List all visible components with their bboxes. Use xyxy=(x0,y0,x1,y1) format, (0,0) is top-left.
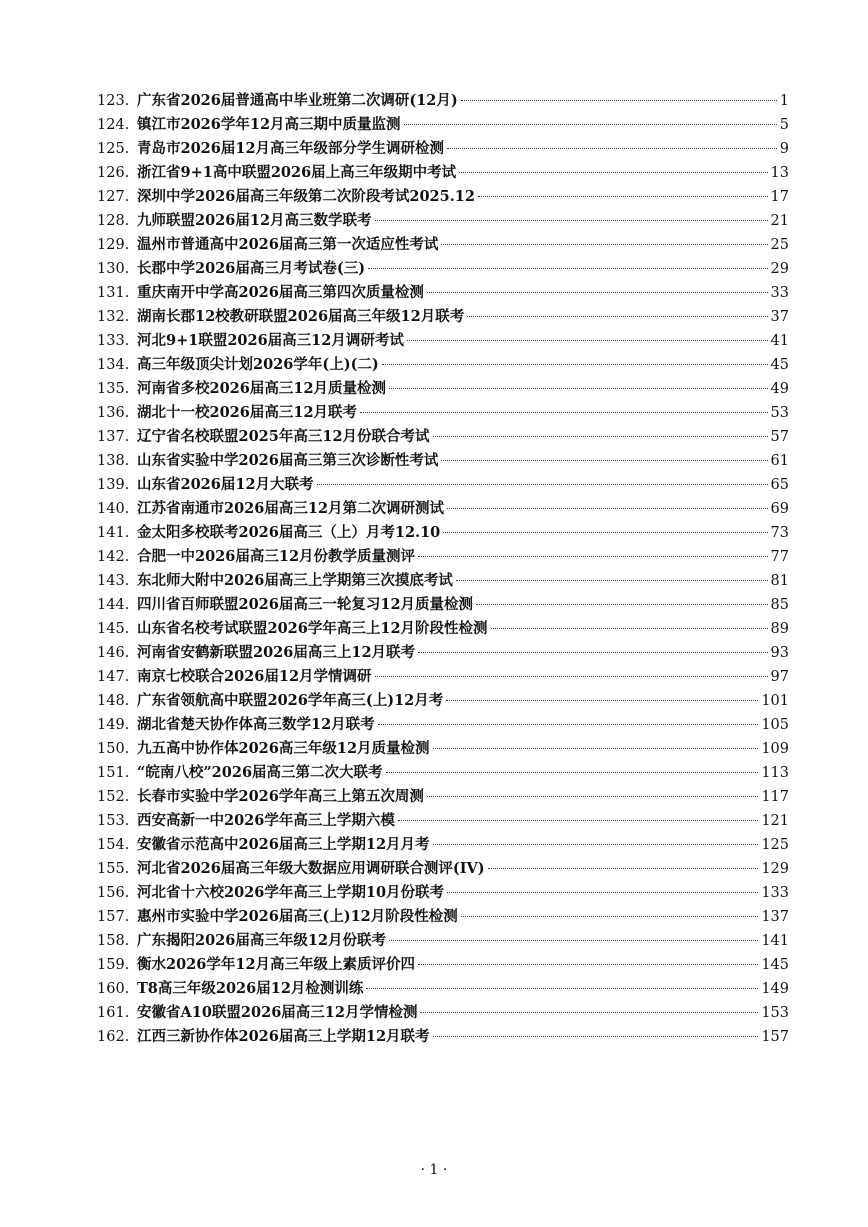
toc-dot-leader xyxy=(433,747,759,749)
toc-entry[interactable] xyxy=(97,641,789,665)
toc-entry-title: 九五高中协作体2026高三年级12月质量检测 xyxy=(137,740,430,757)
toc-entry[interactable] xyxy=(97,569,789,593)
toc-entry-number: 148. xyxy=(97,693,130,709)
toc-entry-page: 109 xyxy=(761,741,789,757)
toc-entry-number: 161. xyxy=(97,1005,130,1021)
toc-entry-page: 113 xyxy=(761,765,789,781)
toc-dot-leader xyxy=(418,963,758,965)
toc-entry-number: 135. xyxy=(97,381,130,397)
toc-dot-leader xyxy=(447,507,768,509)
toc-entry-title: 九师联盟2026届12月高三数学联考 xyxy=(137,212,372,229)
toc-entry-number: 162. xyxy=(97,1029,130,1045)
toc-dot-leader xyxy=(478,195,768,197)
toc-entry-page: 1 xyxy=(779,93,789,109)
toc-entry-page: 29 xyxy=(770,261,789,277)
toc-entry-number: 141. xyxy=(97,525,130,541)
toc-dot-leader xyxy=(375,219,768,221)
toc-dot-leader xyxy=(443,531,767,533)
toc-entry-title: 河北9+1联盟2026届高三12月调研考试 xyxy=(137,332,404,349)
toc-dot-leader xyxy=(461,915,759,917)
toc-entry-title: 江西三新协作体2026届高三上学期12月联考 xyxy=(137,1028,430,1045)
toc-entry-number: 160. xyxy=(97,981,130,997)
toc-dot-leader xyxy=(433,435,768,437)
toc-entry-title: T8高三年级2026届12月检测训练 xyxy=(137,980,364,997)
toc-dot-leader xyxy=(398,819,758,821)
toc-dot-leader xyxy=(459,171,767,173)
toc-entry[interactable] xyxy=(97,1025,789,1049)
toc-entry-title: 长郡中学2026届高三月考试卷(三) xyxy=(137,260,366,277)
toc-entry-number: 131. xyxy=(97,285,130,301)
toc-dot-leader xyxy=(404,123,777,125)
toc-dot-leader xyxy=(389,939,758,941)
toc-entry-page: 89 xyxy=(770,621,789,637)
toc-entry[interactable] xyxy=(97,833,789,857)
toc-entry-title: 山东省实验中学2026届高三第三次诊断性考试 xyxy=(137,452,439,469)
toc-entry-title: 南京七校联合2026届12月学情调研 xyxy=(137,668,372,685)
toc-entry-title: 安徽省A10联盟2026届高三12月学情检测 xyxy=(137,1004,418,1021)
toc-entry-page: 57 xyxy=(770,429,789,445)
toc-dot-leader xyxy=(441,243,767,245)
toc-dot-leader xyxy=(366,987,758,989)
toc-entry[interactable] xyxy=(97,281,789,305)
toc-entry-page: 53 xyxy=(770,405,789,421)
toc-entry[interactable] xyxy=(97,545,789,569)
toc-entry[interactable] xyxy=(97,857,789,881)
toc-entry[interactable] xyxy=(97,497,789,521)
toc-entry-number: 132. xyxy=(97,309,130,325)
toc-entry-number: 151. xyxy=(97,765,130,781)
toc-entry-number: 159. xyxy=(97,957,130,973)
toc-dot-leader xyxy=(386,771,759,773)
toc-entry-page: 153 xyxy=(761,1005,789,1021)
toc-entry-page: 141 xyxy=(761,933,789,949)
toc-dot-leader xyxy=(418,651,768,653)
toc-entry-title: 河北省十六校2026学年高三上学期10月份联考 xyxy=(137,884,445,901)
toc-entry-title: 湖南长郡12校教研联盟2026届高三年级12月联考 xyxy=(137,308,465,325)
toc-entry-page: 81 xyxy=(770,573,789,589)
toc-entry-title: 青岛市2026届12月高三年级部分学生调研检测 xyxy=(137,140,445,157)
toc-entry-title: 东北师大附中2026届高三上学期第三次摸底考试 xyxy=(137,572,453,589)
toc-entry-title: 江苏省南通市2026届高三12月第二次调研测试 xyxy=(137,500,445,517)
toc-entry-number: 127. xyxy=(97,189,130,205)
toc-entry-number: 136. xyxy=(97,405,130,421)
toc-entry-number: 143. xyxy=(97,573,130,589)
toc-entry[interactable] xyxy=(97,473,789,497)
toc-entry[interactable] xyxy=(97,593,789,617)
toc-entry[interactable] xyxy=(97,137,789,161)
toc-entry-title: 河南省多校2026届高三12月质量检测 xyxy=(137,380,387,397)
toc-entry-number: 138. xyxy=(97,453,130,469)
toc-entry-number: 142. xyxy=(97,549,130,565)
toc-entry-number: 157. xyxy=(97,909,130,925)
toc-entry-number: 128. xyxy=(97,213,130,229)
toc-entry-page: 41 xyxy=(770,333,789,349)
toc-entry-number: 154. xyxy=(97,837,130,853)
toc-entry[interactable] xyxy=(97,905,789,929)
toc-entry-title: 深圳中学2026届高三年级第二次阶段考试2025.12 xyxy=(137,188,475,205)
toc-entry-title: 高三年级顶尖计划2026学年(上)(二) xyxy=(137,356,379,373)
toc-entry-title: 重庆南开中学高2026届高三第四次质量检测 xyxy=(137,284,424,301)
toc-entry[interactable] xyxy=(97,185,789,209)
toc-dot-leader xyxy=(317,483,768,485)
toc-entry-page: 93 xyxy=(770,645,789,661)
toc-entry[interactable] xyxy=(97,89,789,113)
toc-dot-leader xyxy=(427,795,758,797)
toc-entry[interactable] xyxy=(97,161,789,185)
toc-dot-leader xyxy=(375,675,768,677)
toc-entry-title: 湖北省楚天协作体高三数学12月联考 xyxy=(137,716,375,733)
toc-dot-leader xyxy=(418,555,768,557)
toc-entry-page: 101 xyxy=(761,693,789,709)
toc-entry-page: 117 xyxy=(761,789,789,805)
toc-entry-page: 69 xyxy=(770,501,789,517)
toc-entry-page: 125 xyxy=(761,837,789,853)
toc-entry-title: 河北省2026届高三年级大数据应用调研联合测评(IV) xyxy=(137,860,485,877)
toc-entry-number: 150. xyxy=(97,741,130,757)
toc-entry[interactable] xyxy=(97,881,789,905)
toc-entry-number: 144. xyxy=(97,597,130,613)
toc-dot-leader xyxy=(368,267,767,269)
toc-entry[interactable] xyxy=(97,209,789,233)
toc-entry-page: 13 xyxy=(770,165,789,181)
toc-entry-number: 124. xyxy=(97,117,130,133)
toc-entry[interactable] xyxy=(97,449,789,473)
toc-entry-number: 156. xyxy=(97,885,130,901)
toc-dot-leader xyxy=(433,1035,759,1037)
toc-entry-title: 镇江市2026学年12月高三期中质量监测 xyxy=(137,116,401,133)
toc-dot-leader xyxy=(467,315,767,317)
toc-entry-title: 四川省百师联盟2026届高三一轮复习12月质量检测 xyxy=(137,596,474,613)
toc-entry[interactable] xyxy=(97,929,789,953)
toc-entry[interactable] xyxy=(97,713,789,737)
toc-dot-leader xyxy=(441,459,767,461)
toc-entry-page: 129 xyxy=(761,861,789,877)
toc-dot-leader xyxy=(491,627,768,629)
toc-entry-page: 85 xyxy=(770,597,789,613)
toc-entry-title: 山东省2026届12月大联考 xyxy=(137,476,314,493)
toc-entry-title: 山东省名校考试联盟2026学年高三上12月阶段性检测 xyxy=(137,620,488,637)
toc-entry-title: 衡水2026学年12月高三年级上素质评价四 xyxy=(137,956,416,973)
toc-entry-page: 73 xyxy=(770,525,789,541)
page-number-footer: · 1 · xyxy=(420,1162,448,1178)
toc-dot-leader xyxy=(427,291,768,293)
toc-entry[interactable] xyxy=(97,377,789,401)
toc-entry-page: 37 xyxy=(770,309,789,325)
toc-entry[interactable] xyxy=(97,233,789,257)
toc-entry[interactable] xyxy=(97,977,789,1001)
toc-entry-number: 153. xyxy=(97,813,130,829)
toc-entry-title: 广东揭阳2026届高三年级12月份联考 xyxy=(137,932,387,949)
toc-dot-leader xyxy=(407,339,768,341)
toc-entry-number: 146. xyxy=(97,645,130,661)
toc-entry-page: 133 xyxy=(761,885,789,901)
toc-entry-page: 149 xyxy=(761,981,789,997)
toc-entry[interactable] xyxy=(97,113,789,137)
table-of-contents xyxy=(97,89,789,1049)
toc-entry[interactable] xyxy=(97,809,789,833)
toc-entry-title: “皖南八校”2026届高三第二次大联考 xyxy=(137,764,383,781)
toc-entry-number: 145. xyxy=(97,621,130,637)
toc-dot-leader xyxy=(446,699,758,701)
toc-entry-title: 安徽省示范高中2026届高三上学期12月月考 xyxy=(137,836,430,853)
toc-entry[interactable] xyxy=(97,689,789,713)
toc-entry[interactable] xyxy=(97,521,789,545)
toc-entry[interactable] xyxy=(97,785,789,809)
toc-entry[interactable] xyxy=(97,329,789,353)
toc-entry-number: 149. xyxy=(97,717,130,733)
toc-dot-leader xyxy=(476,603,768,605)
toc-entry[interactable] xyxy=(97,953,789,977)
toc-entry[interactable] xyxy=(97,401,789,425)
toc-entry-page: 5 xyxy=(779,117,789,133)
toc-entry-page: 9 xyxy=(779,141,789,157)
toc-entry-title: 长春市实验中学2026学年高三上第五次周测 xyxy=(137,788,424,805)
toc-dot-leader xyxy=(488,867,759,869)
toc-entry-number: 123. xyxy=(97,93,130,109)
toc-entry-page: 21 xyxy=(770,213,789,229)
toc-entry[interactable] xyxy=(97,665,789,689)
toc-entry-page: 33 xyxy=(770,285,789,301)
toc-entry-page: 137 xyxy=(761,909,789,925)
toc-entry-number: 152. xyxy=(97,789,130,805)
toc-entry-page: 77 xyxy=(770,549,789,565)
toc-entry-number: 133. xyxy=(97,333,130,349)
toc-entry-page: 65 xyxy=(770,477,789,493)
toc-entry[interactable] xyxy=(97,737,789,761)
toc-entry-number: 137. xyxy=(97,429,130,445)
toc-entry[interactable] xyxy=(97,617,789,641)
toc-entry-title: 河南省安鹤新联盟2026届高三上12月联考 xyxy=(137,644,416,661)
toc-dot-leader xyxy=(447,891,758,893)
toc-entry-number: 155. xyxy=(97,861,130,877)
toc-entry[interactable] xyxy=(97,425,789,449)
toc-entry-page: 17 xyxy=(770,189,789,205)
toc-entry-title: 惠州市实验中学2026届高三(上)12月阶段性检测 xyxy=(137,908,458,925)
toc-dot-leader xyxy=(447,147,777,149)
toc-entry-page: 25 xyxy=(770,237,789,253)
toc-entry-page: 157 xyxy=(761,1029,789,1045)
toc-entry-number: 140. xyxy=(97,501,130,517)
toc-entry[interactable] xyxy=(97,353,789,377)
toc-entry-title: 温州市普通高中2026届高三第一次适应性考试 xyxy=(137,236,439,253)
toc-entry-page: 45 xyxy=(770,357,789,373)
toc-entry-page: 97 xyxy=(770,669,789,685)
toc-entry-title: 金太阳多校联考2026届高三（上）月考12.10 xyxy=(137,524,441,541)
toc-entry-number: 158. xyxy=(97,933,130,949)
toc-entry[interactable] xyxy=(97,761,789,785)
toc-entry-page: 145 xyxy=(761,957,789,973)
toc-entry-number: 126. xyxy=(97,165,130,181)
toc-entry-number: 147. xyxy=(97,669,130,685)
toc-dot-leader xyxy=(456,579,768,581)
toc-entry-page: 49 xyxy=(770,381,789,397)
toc-entry-title: 浙江省9+1高中联盟2026届上高三年级期中考试 xyxy=(137,164,457,181)
toc-entry-number: 139. xyxy=(97,477,130,493)
toc-dot-leader xyxy=(433,843,759,845)
toc-entry-title: 辽宁省名校联盟2025年高三12月份联合考试 xyxy=(137,428,430,445)
toc-entry-page: 105 xyxy=(761,717,789,733)
toc-entry-number: 129. xyxy=(97,237,130,253)
toc-entry-title: 广东省2026届普通高中毕业班第二次调研(12月) xyxy=(137,92,458,109)
toc-entry-page: 61 xyxy=(770,453,789,469)
toc-entry[interactable] xyxy=(97,1001,789,1025)
toc-dot-leader xyxy=(360,411,768,413)
toc-entry[interactable] xyxy=(97,257,789,281)
toc-dot-leader xyxy=(389,387,768,389)
toc-dot-leader xyxy=(378,723,759,725)
toc-entry-page: 121 xyxy=(761,813,789,829)
toc-entry-number: 130. xyxy=(97,261,130,277)
toc-entry[interactable] xyxy=(97,305,789,329)
toc-entry-title: 湖北十一校2026届高三12月联考 xyxy=(137,404,358,421)
toc-entry-title: 广东省领航高中联盟2026学年高三(上)12月考 xyxy=(137,692,444,709)
toc-entry-title: 西安高新一中2026学年高三上学期六模 xyxy=(137,812,395,829)
toc-dot-leader xyxy=(382,363,768,365)
toc-entry-number: 125. xyxy=(97,141,130,157)
toc-entry-number: 134. xyxy=(97,357,130,373)
toc-dot-leader xyxy=(461,99,777,101)
toc-entry-title: 合肥一中2026届高三12月份教学质量测评 xyxy=(137,548,416,565)
toc-dot-leader xyxy=(420,1011,758,1013)
